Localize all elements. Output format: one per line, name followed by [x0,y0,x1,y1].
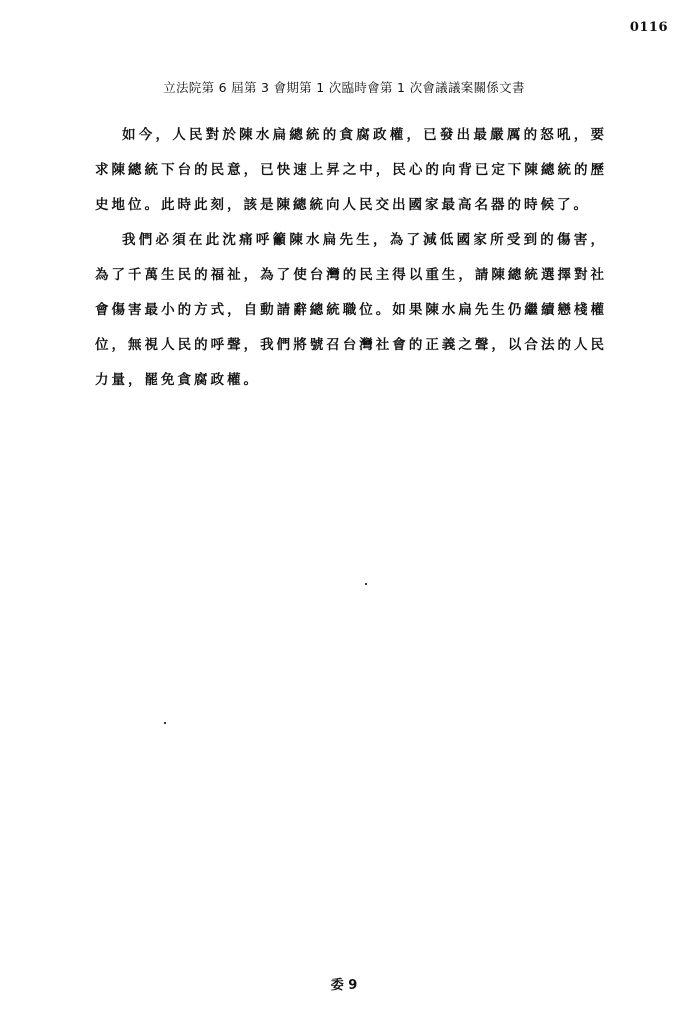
scan-speck [365,583,367,585]
document-header: 立法院第 6 屆第 3 會期第 1 次臨時會第 1 次會議議案關係文書 [163,80,525,95]
document-body [95,118,607,398]
paragraph: 我們必須在此沈痛呼籲陳水扁先生，為了減低國家所受到的傷害，為了千萬生民的福祉，為了使台灣的民主得以重生，請陳總統選擇對社會傷害最小的方式，自動請辭總統職位。如果陳水扁先生仍繼續戀棧權位，無視人民的呼聲，我們將號召台灣社會的正義之聲，以合法的人民力量，罷免貪腐政權。 [95,232,607,388]
footer-page-label: 委 9 [330,978,358,993]
paragraph: 如今，人民對於陳水扁總統的貪腐政權，已發出最嚴厲的怒吼，要求陳總統下台的民意，已快速上昇之中，民心的向背已定下陳總統的歷史地位。此時此刻，該是陳總統向人民交出國家最高名器的時候了。 [95,127,607,213]
page-number: 0116 [629,20,668,35]
scan-speck [164,722,166,724]
